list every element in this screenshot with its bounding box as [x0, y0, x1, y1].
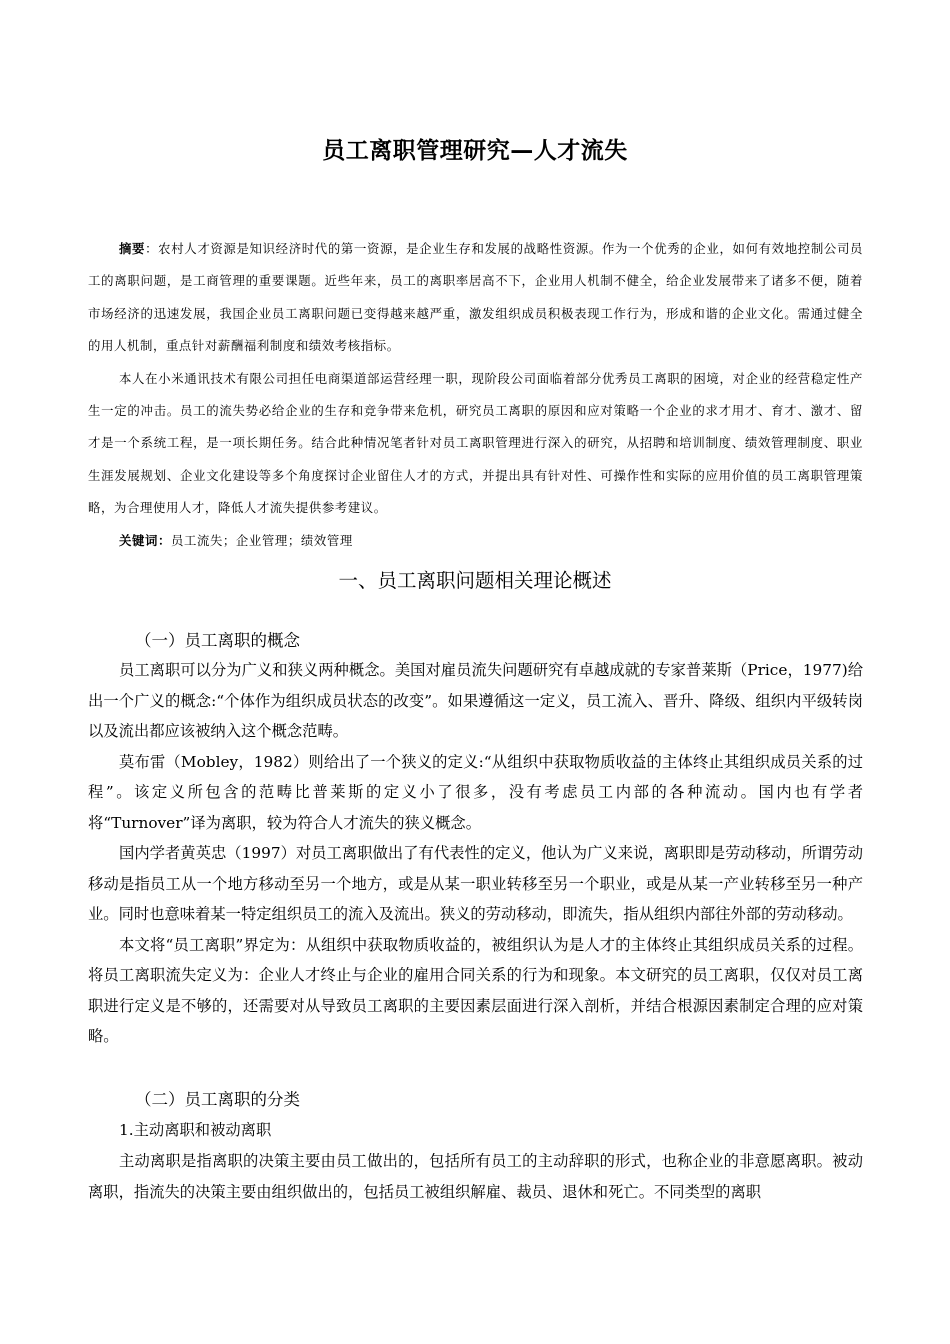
section-heading: 一、员工离职问题相关理论概述 — [338, 569, 612, 592]
document-title: 员工离职管理研究—人才流失 — [322, 138, 628, 164]
keywords-line — [88, 525, 863, 557]
keywords-text: 员工流失；企业管理；绩效管理 — [170, 532, 353, 548]
classification-item-1: 1.主动离职和被动离职 — [119, 1121, 272, 1139]
subsection-heading-concept: （一）员工离职的概念 — [135, 631, 300, 650]
keywords-label: 关键词： — [119, 532, 171, 548]
abstract-block — [88, 233, 863, 557]
abstract-paragraph-2: 本人在小米通讯技术有限公司担任电商渠道部运营经理一职，现阶段公司面临着部分优秀员工离职的困境，对企业的经营稳定性产生一定的冲击。员工的流失势必给企业的生存和竞争带来危机，研究员工离职的原因和应对策略一个企业的求才用才、育才、激才、留才是一个系统工程，是一项长期任务。结合此种情况笔者针对员工离职管理进行深入的研究，从招聘和培训制度、绩效管理制度、职业生涯发展规划、企业文化建设等多个角度探讨企业留住人才的方式，并提出具有针对性、可操作性和实际的应用价值的员工离职管理策略，为合理使用人才，降低人才流失提供参考建议。 — [88, 370, 863, 516]
concept-paragraph-1: 员工离职可以分为广义和狭义两种概念。美国对雇员流失问题研究有卓越成就的专家普莱斯（Price，1977)给出一个广义的概念:“个体作为组织成员状态的改变”。如果遵循这一定义，员工流入、晋升、降级、组织内平级转岗以及流出都应该被纳入这个概念范畴。 — [88, 661, 863, 740]
concept-paragraph-4: 本文将“员工离职”界定为：从组织中获取物质收益的，被组织认为是人才的主体终止其组织成员关系的过程。将员工离职流失定义为：企业人才终止与企业的雇用合同关系的行为和现象。本文研究的员工离职，仅仅对员工离职进行定义是不够的，还需要对从导致员工离职的主要因素层面进行深入剖析，并结合根源因素制定合理的应对策略。 — [88, 935, 863, 1045]
concept-paragraph-3: 国内学者黄英忠（1997）对员工离职做出了有代表性的定义，他认为广义来说，离职即是劳动移动，所谓劳动移动是指员工从一个地方移动至另一个地方，或是从某一职业转移至另一个职业，或是从某一产业转移至另一种产业。同时也意味着某一特定组织员工的流入及流出。狭义的劳动移动，即流失，指从组织内部往外部的劳动移动。 — [88, 844, 863, 923]
abstract-label: 摘要 — [119, 241, 146, 256]
concept-body — [88, 655, 863, 1052]
abstract-text-1: ：农村人才资源是知识经济时代的第一资源，是企业生存和发展的战略性资源。作为一个优秀的企业，如何有效地控制公司员工的离职问题，是工商管理的重要课题。近些年来，员工的离职率居高不下，企业用人机制不健全，给企业发展带来了诸多不便，随着市场经济的迅速发展，我国企业员工离职问题已变得越来越严重，激发组织成员积极表现工作行为，形成和谐的企业文化。需通过健全的用人机制，重点针对薪酬福利制度和绩效考核指标。 — [88, 241, 863, 354]
subsection-heading-classification: （二）员工离职的分类 — [135, 1090, 300, 1109]
classification-body — [88, 1146, 863, 1207]
abstract-paragraph-1 — [88, 233, 863, 363]
concept-paragraph-2: 莫布雷（Mobley，1982）则给出了一个狭义的定义:“从组织中获取物质收益的主体终止其组织成员关系的过程”。该定义所包含的范畴比普莱斯的定义小了很多，没有考虑员工内部的各种流动。国内也有学者将“Turnover”译为离职，较为符合人才流失的狭义概念。 — [88, 752, 863, 832]
classification-paragraph: 主动离职是指离职的决策主要由员工做出的，包括所有员工的主动辞职的形式，也称企业的非意愿离职。被动离职，指流失的决策主要由组织做出的，包括员工被组织解雇、裁员、退休和死亡。不同类型的离职 — [88, 1152, 863, 1201]
